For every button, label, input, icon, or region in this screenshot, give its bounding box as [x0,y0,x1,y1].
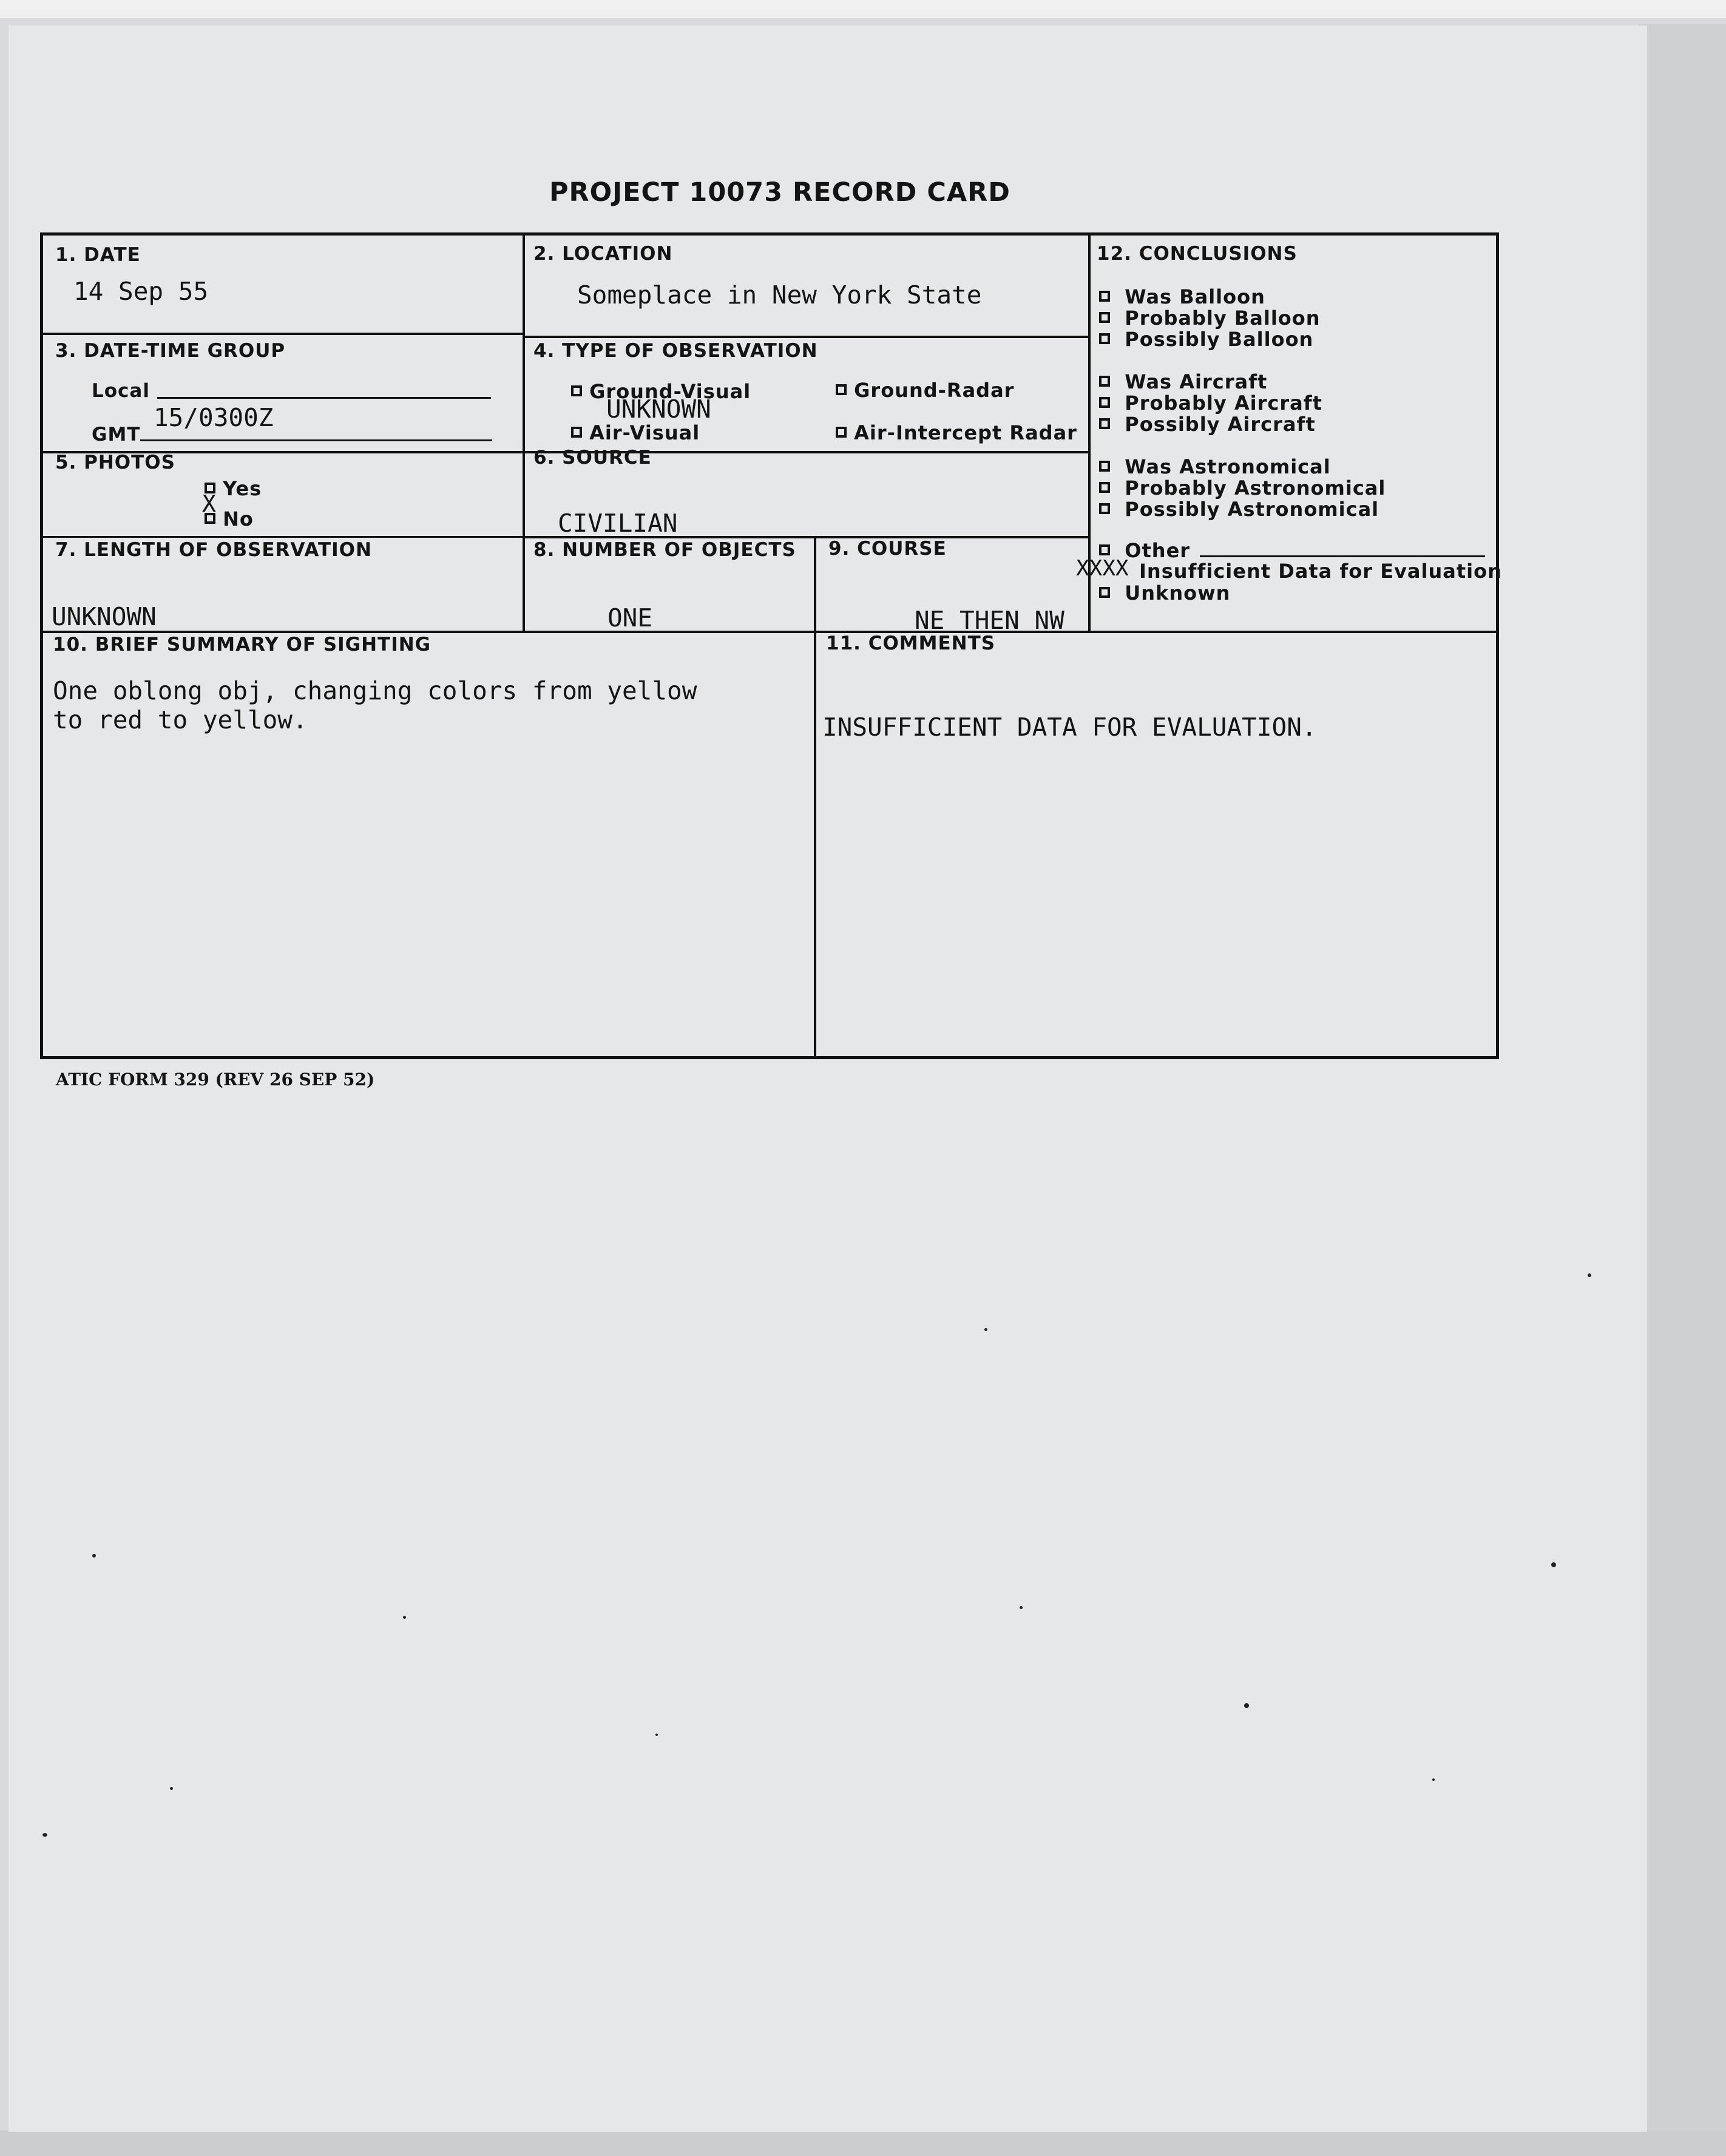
conclusion-label: Was Aircraft [1125,370,1268,393]
conclusion-label: Possibly Balloon [1125,328,1314,351]
checkbox-icon [1099,587,1110,598]
photos-label: 5. PHOTOS [55,452,175,473]
conclusion-label: Possibly Astronomical [1125,498,1379,521]
number-of-objects-value: ONE [607,603,653,632]
gmt-line [140,439,492,441]
type-of-observation-label: 4. TYPE OF OBSERVATION [533,340,818,362]
checkbox-icon [1099,418,1110,429]
course-value: NE THEN NW [915,606,1064,635]
scan-speck [42,1833,47,1837]
length-of-observation-value: UNKNOWN [52,602,157,631]
location-value: Someplace in New York State [577,280,982,310]
ground-visual-label: Ground-Visual [589,380,751,403]
divider-row1 [43,333,523,335]
conclusion-label: Possibly Aircraft [1125,413,1316,436]
ground-radar-label: Ground-Radar [854,379,1015,402]
conclusion-label: Was Astronomical [1125,455,1331,478]
checkbox-icon [571,427,582,438]
comments-value: INSUFFICIENT DATA FOR EVALUATION. [822,713,1317,742]
scan-speck [1588,1273,1591,1277]
conclusion-label: Probably Astronomical [1125,476,1386,500]
form-footer: ATIC FORM 329 (REV 26 SEP 52) [56,1070,375,1090]
conclusion-insufficient-data [1139,560,1502,583]
conclusion-probably-astronomical [1099,476,1386,500]
location-label: 2. LOCATION [533,243,673,265]
checkbox-icon [1099,461,1110,472]
conclusion-possibly-astronomical [1099,498,1379,521]
date-time-group-label: 3. DATE-TIME GROUP [55,340,286,362]
conclusion-label: Unknown [1125,581,1231,605]
air-visual-option [571,421,700,444]
scan-speck [170,1787,173,1790]
conclusion-was-aircraft [1099,370,1267,393]
conclusion-possibly-aircraft [1099,413,1316,436]
conclusion-was-balloon [1099,285,1265,308]
checkbox-icon [1099,376,1110,387]
checkbox-icon [1099,397,1110,408]
other-line [1200,555,1485,557]
divider-row1b [523,336,1088,338]
observation-type-value: UNKNOWN [606,395,711,424]
checkbox-icon [836,427,847,438]
air-intercept-radar-option [836,421,1077,444]
divider-left-col [523,236,525,632]
local-line [157,397,491,399]
local-label: Local [92,380,150,402]
photos-no-mark: X [202,490,216,517]
divider-row4 [43,631,1497,633]
conclusion-label: Probably Aircraft [1125,392,1322,415]
date-value: 14 Sep 55 [73,277,209,306]
conclusion-probably-balloon [1099,307,1321,330]
ground-radar-option [836,379,1014,402]
divider-summary-col [814,631,816,1059]
air-visual-label: Air-Visual [589,421,700,444]
conclusion-label: Other [1125,539,1191,562]
summary-line-2: to red to yellow. [53,705,308,734]
gmt-value: 15/0300Z [154,403,274,432]
checkbox-icon [836,384,847,395]
scan-speck [1432,1778,1435,1781]
conclusion-label: Insufficient Data for Evaluation [1139,560,1502,583]
record-card [40,232,1502,1059]
conclusion-label: Probably Balloon [1125,307,1321,330]
conclusion-label: Was Balloon [1125,285,1265,308]
conclusions-label: 12. CONCLUSIONS [1097,243,1298,265]
number-of-objects-label: 8. NUMBER OF OBJECTS [533,539,796,561]
scan-speck [1020,1606,1023,1609]
card-title: PROJECT 10073 RECORD CARD [549,177,1010,208]
scan-speck [1244,1703,1249,1708]
course-label: 9. COURSE [828,538,947,560]
gmt-label: GMT [92,424,141,446]
divider-row3-left [43,536,523,538]
checkbox-icon [1099,312,1110,323]
scan-speck [92,1554,96,1558]
checkbox-icon [571,385,582,396]
comments-label: 11. COMMENTS [826,632,996,654]
scan-speck [655,1734,658,1736]
conclusion-unknown [1099,581,1230,605]
scan-speck [1551,1562,1556,1567]
date-label: 1. DATE [55,244,141,266]
divider-course-col [814,536,816,633]
source-label: 6. SOURCE [533,447,652,469]
summary-label: 10. BRIEF SUMMARY OF SIGHTING [53,634,432,656]
conclusion-was-astronomical [1099,455,1331,478]
photos-no-label: No [223,507,254,531]
length-of-observation-label: 7. LENGTH OF OBSERVATION [55,539,372,561]
checkbox-icon [1099,503,1110,514]
checkbox-icon [1099,482,1110,493]
checkbox-icon [1099,544,1110,555]
scan-speck [403,1616,406,1619]
scan-speck [984,1328,987,1331]
photos-yes-label: Yes [223,477,262,500]
source-value: CIVILIAN [558,509,678,538]
checkbox-icon [1099,333,1110,344]
air-intercept-radar-label: Air-Intercept Radar [854,421,1077,444]
conclusion-probably-aircraft [1099,392,1322,415]
summary-line-1: One oblong obj, changing colors from yellow [53,676,697,705]
checkbox-icon [1099,291,1110,302]
conclusion-possibly-balloon [1099,328,1313,351]
insufficient-data-mark: XXXX [1076,556,1129,581]
